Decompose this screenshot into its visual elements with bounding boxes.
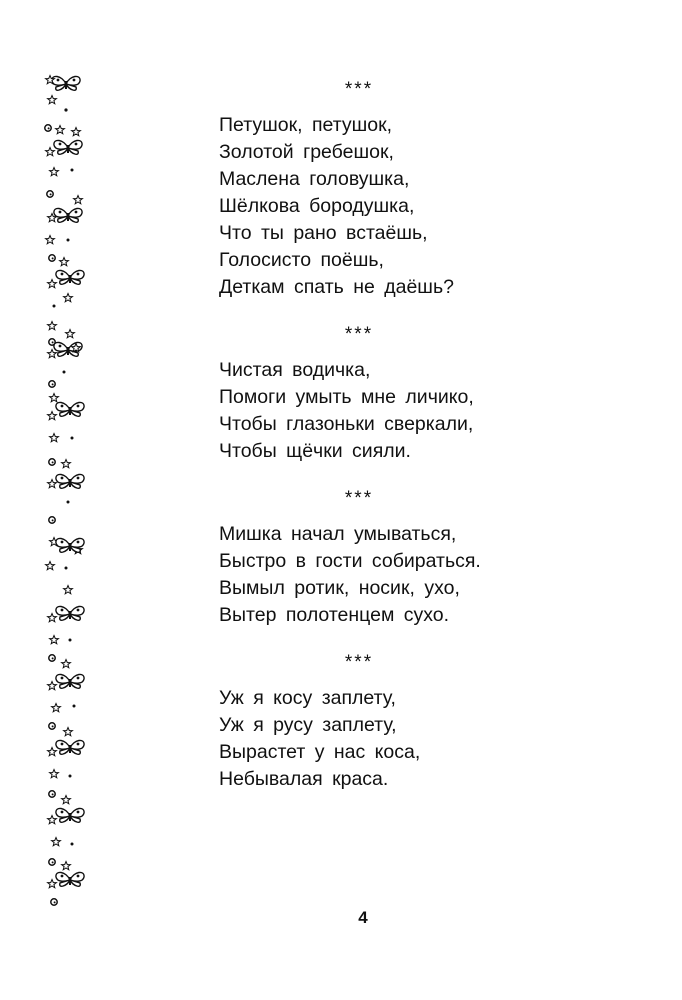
poem-line: Вымыл ротик, носик, ухо, xyxy=(219,577,460,599)
poem-line: Чтобы глазоньки сверкали, xyxy=(219,413,474,435)
section-separator: *** xyxy=(344,652,374,673)
section-separator: *** xyxy=(344,324,374,345)
section-separator: *** xyxy=(344,488,374,509)
decorative-border xyxy=(42,72,86,908)
poem-3 xyxy=(219,487,639,629)
section-separator: *** xyxy=(344,79,374,100)
poem-line: Мишка начал умываться, xyxy=(219,523,457,545)
poem-line: Быстро в гости собираться. xyxy=(219,550,481,572)
page-number: 4 xyxy=(358,908,368,927)
poem-line: Золотой гребешок, xyxy=(219,141,394,163)
poem-line: Уж я косу заплету, xyxy=(219,687,396,709)
poem-collection xyxy=(219,78,639,815)
poem-line: Чтобы щёчки сияли. xyxy=(219,440,411,462)
poem-line: Чистая водичка, xyxy=(219,359,371,381)
poem-line: Вырастет у нас коса, xyxy=(219,741,421,763)
poem-line: Шёлкова бородушка, xyxy=(219,195,415,217)
poem-line: Петушок, петушок, xyxy=(219,114,393,136)
poem-line: Помоги умыть мне личико, xyxy=(219,386,474,408)
poem-line: Что ты рано встаёшь, xyxy=(219,222,428,244)
poem-line: Деткам спать не даёшь? xyxy=(219,276,454,298)
poem-line: Небывалая краса. xyxy=(219,768,389,790)
poem-4 xyxy=(219,651,639,793)
poem-line: Уж я русу заплету, xyxy=(219,714,397,736)
poem-line: Вытер полотенцем сухо. xyxy=(219,604,450,626)
poem-line: Голосисто поёшь, xyxy=(219,249,384,271)
poem-2 xyxy=(219,323,639,465)
poem-line: Маслена головушка, xyxy=(219,168,410,190)
poem-1 xyxy=(219,78,639,301)
ornament-motifs xyxy=(45,76,84,906)
